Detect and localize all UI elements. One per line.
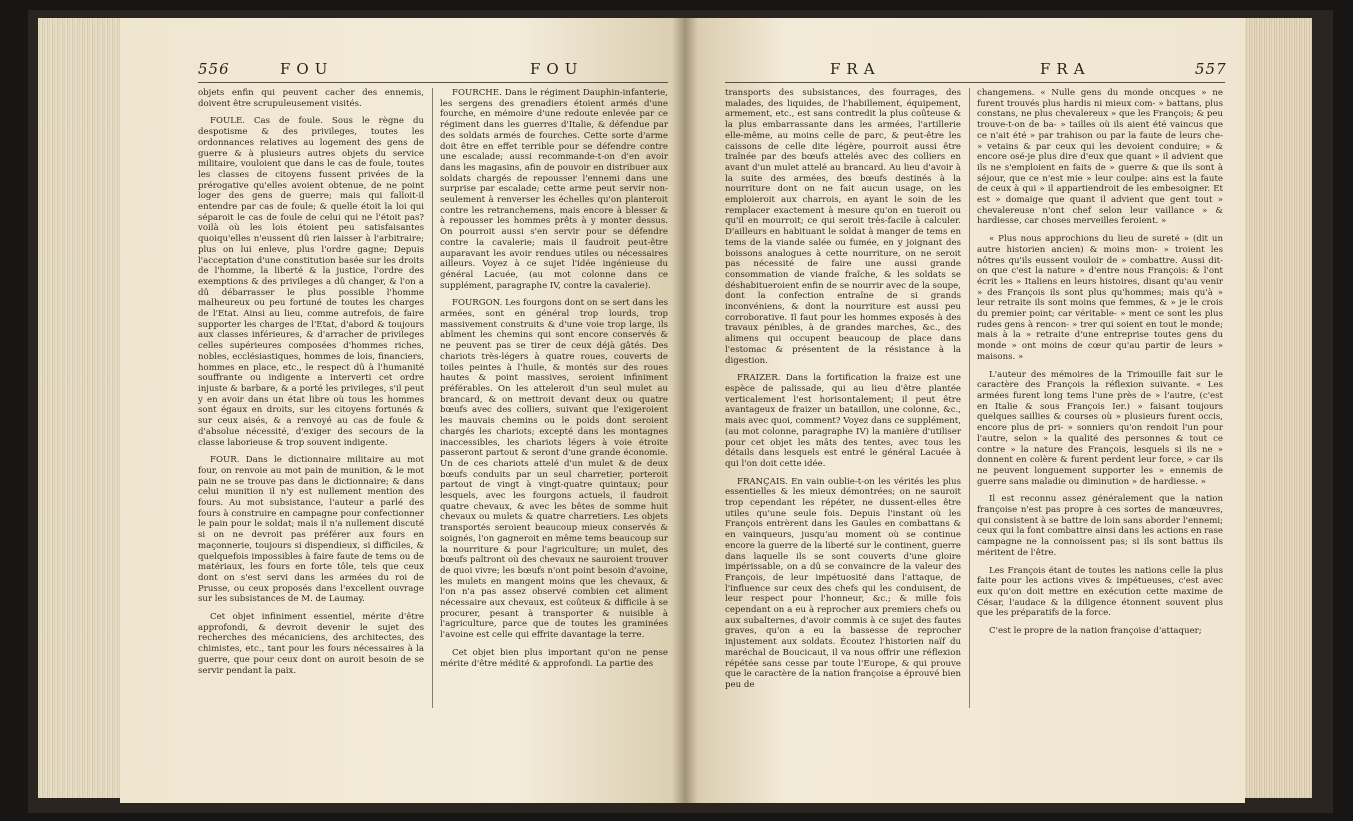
book-gutter <box>672 18 698 803</box>
left-page <box>120 18 685 803</box>
column-divider <box>432 88 433 708</box>
right-column-1 <box>725 88 961 698</box>
paragraph: L'auteur des mémoires de la Trimouille fait sur le caractère des François la réflexion suivante. « Les armées furent long tems l'une près de » l'autre, (c'est en Italie & sous François Ier.) » faisant toujours quelques saillies & courses où » plusieurs furent occis, encore plus de pri- » sonniers qu'on rendoit l'un pour l'autre, selon » la qualité des personnes & tout ce contre » la nature des François, lesquels si ils ne » donnent en colère & furent perdent leur force, » car ils ne peuvent longuement supporter les » ennemis de guerre sans maladie ou diminution » de hardiesse. » <box>977 369 1223 487</box>
paragraph: Cet objet infiniment essentiel, mérite d'être approfondi, & devroit devenir le sujet des recherches des mécaniciens, des architectes, des chimistes, etc., tant pour les fours nécessaires à la guerre, que pour ceux dont on auroit besoin de se servir pendant la paix. <box>198 612 424 676</box>
paragraph: objets enfin qui peuvent cacher des ennemis, doivent être scrupuleusement visités. <box>198 88 424 109</box>
right-column-2 <box>977 88 1223 644</box>
right-running-head-2: FRA <box>1040 60 1091 78</box>
paragraph: Les François étant de toutes les nations celle la plus faite pour les actions vives & impétueuses, c'est avec eux qu'on doit mettre en exécution cette maxime de César, l'audace & la diligence étonnent souvent plus que les préparatifs de la force. <box>977 565 1223 619</box>
quotation: « Plus nous approchions du lieu de sureté » (dit un autre historien ancien) & moins mon- » troient les nôtres qu'ils eussent vouloir de » combattre. Aussi dit-on que c'est la nature » d'entre nous François: & l'ont écrit les » Italiens en leurs histoires, disant qu'au venir » des François ils sont plus qu'hommes; mais qu'à » leur retraite ils sont moins que femmes, & » je le crois du premier point; car véritable- » ment ce sont les plus rudes gens à rencon- » trer qui soient en tout le monde; mais à la » retraite d'une entreprise toutes gens du monde » ont moins de cœur qu'au partir de leurs » maisons. » <box>977 234 1223 362</box>
left-head-rule <box>198 82 668 83</box>
left-running-head-1: FOU <box>280 60 334 78</box>
left-column-1 <box>198 88 424 683</box>
paragraph: Cet objet bien plus important qu'on ne pense mérite d'être médité & approfondi. La partie des <box>440 647 668 669</box>
paragraph: C'est le propre de la nation françoise d'attaquer; <box>989 626 1202 637</box>
entry-fourche: FOURCHE. Dans le régiment Dauphin-infanterie, les sergens des grenadiers étoient armés d'une fourche, en mémoire d'une redoute enlevée par ce régiment dans les guerres d'Italie, & défendue par des soldats armés de fourches. Cette sorte d'arme doit être en effet terrible pour se défendre contre une escalade; aussi recommande-t-on d'en avoir dans les magasins, afin de pouvoir en distribuer aux soldats chargés de repousser l'ennemi dans une surprise par escalade; cette arme peut servir non-seulement à renverser les échelles qu'on planteroit contre les retranchemens, mais encore à blesser & à repousser les hommes prêts à y monter dessus. On pourroit aussi s'en servir pour se défendre contre la cavalerie; mais il faudroit peut-être auparavant les avoir rendues utiles ou nécessaires ailleurs. Voyez à ce sujet l'idée ingénieuse du général Lacuée, (au mot colonne dans ce supplément, paragraphe IV, contre la cavalerie). <box>440 88 668 291</box>
right-head-rule <box>725 82 1225 83</box>
right-page <box>685 18 1245 803</box>
paragraph: transports des subsistances, des fourrages, des malades, des liquides, de l'habillement, équipement, armement, etc., est sans contredit la plus coûteuse & la plus embarrassante dans les armées, l'artillerie elle-même, au moins celle de parc, & peut-être les caissons de celle dite légère, pourroit aussi être traînée par des bœufs attelés avec des colliers en avant d'un mulet attelé au brancard. Au lieu d'avoir à la suite des armées, des bœufs destinés à la nourriture dont on ne fait aucun usage, on les emploieroit aux charrois, en ayant le soin de les remplacer exactement à mesure qu'on en tueroit ou qu'il en mourroit; ce qui seroit très-facile à calculer. D'ailleurs en habituant le soldat à manger de tems en tems de la viande salée ou fumée, en y joignant des boissons analogues à cette nourriture, on ne seroit pas nécessité de faire une aussi grande consommation de viande fraîche, & les soldats se déshabitueroient enfin de se nourrir avec de la soupe, dont la confection entraîne de si grands inconvéniens, & dont la nourriture est aussi peu corroborative. Il faut pour les hommes exposés à des travaux pénibles, à de grandes marches, &c., des alimens qui occupent beaucoup de place dans l'estomac & présentent de la résistance à la digestion. <box>725 88 961 366</box>
left-running-head-2: FOU <box>530 60 584 78</box>
quotation: changemens. « Nulle gens du monde oncques » ne furent trouvés plus hardis ni mieux com- » battans, plus constans, ne plus chevalereux » que les François; & peu trouve-t-on de ba- » tailles où ils aient été vaincus que ce n'ait été » par trahison ou par la faute de leurs che- » vetains & par ceux qui les devoient conduire; » & encore osé-je plus dire d'eux que quant » il advient que ils ne s'emploient en faits de » guerre & que ils sont à séjour, que ce n'est mie » leur coulpe: ains est la faute de ceux à qui » il appartiendroit de les embesoigner. Et est » domaige que quant il advient que gent tout » chevalereuse n'ont chef selon leur vaillance » & hardiesse, car choses merveilles feroient. » <box>977 88 1223 227</box>
entry-francais: FRANÇAIS. En vain oublie-t-on les vérités les plus essentielles & les mieux démontrées; on ne sauroit trop cependant les répéter, ne dussent-elles être utiles qu'une seule fois. Depuis l'instant où les François entrèrent dans les Gaules en combattans & en vainqueurs, jusqu'au moment où se continue encore la guerre de la liberté sur le continent, guerre dans laquelle ils se sont couverts d'une gloire impérissable, on a dû se convaincre de la valeur des François, de leur impétuosité dans l'attaque, de l'influence sur ceux des chefs qui les conduisent, de leur respect pour l'honneur, &c.; & mille fois cependant on a eu à reprocher aux premiers chefs ou aux subalternes, d'avoir commis à ce sujet des fautes graves, qu'on a eu la bassesse de reprocher injustement aux soldats. Écoutez l'historien naïf du maréchal de Boucicaut, il va nous offrir une réflexion répétée sans cesse par toute l'Europe, & qui prouve que le caractère de la nation françoise a éprouvé bien peu de <box>725 476 961 690</box>
entry-fourgon: FOURGON. Les fourgons dont on se sert dans les armées, sont en général trop lourds, trop massivement construits & d'une voie trop large, ils abîment les chemins qui sont encore conservés & ne peuvent pas se tirer de ceux déjà gâtés. Des chariots très-légers à quatre roues, couverts de toiles peintes à l'huile, & montés sur des roues hautes & point massives, seroient infiniment préférables. On les atteleroit d'un seul mulet au brancard, & on mettroit devant deux ou quatre bœufs avec des colliers, suivant que l'exigeroient les mauvais chemins ou le poids dont seroient chargés les chariots; excepté dans les montagnes inaccessibles, les chariots légers à voie étroite passeront partout & seront d'une grande économie. Un de ces chariots attelé d'un mulet & de deux bœufs conduits par un seul charretier, porteroit partout de vingt à vingt-quatre quintaux; pour lesquels, avec les fourgons actuels, il faudroit quatre chevaux, & avec les bêtes de somme huit chevaux ou mulets & quatre charretiers. Les objets transportés seroient beaucoup mieux conservés & soignés, l'on gagneroit en même tems beaucoup sur la nourriture & pour l'agriculture; un mulet, des bœufs paîtront où des chevaux ne sauroient trouver de quoi vivre; les bœufs n'ont point besoin d'avoine, les mulets en mangent moins que les chevaux, & l'on n'a pas assez observé combien cet aliment nécessaire aux chevaux, est coûteux & difficile à se procurer, pesant à transporter & nuisible à l'agriculture, parce que de toutes les graminées l'avoine est celle qui effrite davantage la terre. <box>440 298 668 641</box>
entry-fraizer: FRAIZER. Dans la fortification la fraize est une espèce de palissade, qui au lieu d'être plantée verticalement l'est horisontalement; il peut être avantageux de fraizer un bataillon, une colonne, &c., mais avec quoi, comment? Voyez dans ce supplément, (au mot colonne, paragraphe IV) la manière d'utiliser pour cet objet les mâts des tentes, avec tous les détails dans lesquels est entré le général Lacuée à qui l'on doit cette idée. <box>725 373 961 469</box>
entry-four: FOUR. Dans le dictionnaire militaire au mot four, on renvoie au mot pain de munition, & le mot pain ne se trouve pas dans le dictionnaire; & dans celui munition il n'y est nullement mention des fours. Au mot subsistance, l'auteur a parlé des fours à construire en campagne pour confectionner le pain pour le soldat; mais il n'a nullement discuté si on ne devroit pas préférer aux fours en maçonnerie, toujours si dispendieux, si difficiles, & quelquefois impossibles à faire faute de tems ou de matériaux, les fours en forte tôle, tels que ceux dont on s'est servi dans les armées du roi de Prusse, ou ceux proposés dans l'excellent ouvrage sur les subsistances de M. de Laumay. <box>198 455 424 605</box>
right-running-head-1: FRA <box>830 60 881 78</box>
left-column-2 <box>440 88 668 676</box>
right-page-number: 557 <box>1195 60 1227 78</box>
column-divider <box>969 88 970 708</box>
left-fore-edge <box>38 18 124 798</box>
paragraph: Il est reconnu assez généralement que la nation françoise n'est pas propre à ces sortes de manœuvres, qui consistent à se battre de loin sans aborder l'ennemi; ceux qui la font combattre ainsi dans les actions en rase campagne ne la connoissent pas; si ils sont battus ils méritent de l'être. <box>977 494 1223 558</box>
entry-foule: FOULE. Cas de foule. Sous le règne du despotisme & des privileges, toutes les ordonnances relatives au logement des gens de guerre & à plusieurs autres objets du service militaire, vouloient que dans le cas de foule, toutes les classes de citoyens fussent privées de la prérogative qu'elles avoient obtenue, de ne point loger des gens de guerre; mais qui falloit-il entendre par cas de foule; & quelle étoit la loi qui séparoit le cas de foule de celui qui ne l'étoit pas? voilà où les lois étoient peu satisfaisantes quoiqu'elles n'eussent dû rien laisser à l'arbitraire; plus on lui enleve, plus l'ordre gagne; Depuis l'acceptation d'une constitution basée sur les droits de l'homme, la liberté & la justice, l'ordre des exemptions & des privileges a dû changer, & l'on a dû débarrasser le plus possible l'homme malheureux ou peu fortuné de toutes les charges de l'Etat. Ainsi au lieu, comme autrefois, de faire supporter les charges de l'Etat, d'abord & toujours aux classes inférieures, & d'arracher de privileges celles supérieures composées d'hommes riches, nobles, ecclésiastiques, hommes de lois, financiers, hommes en place, etc., le respect dû à l'humanité souffrante ou indigente a interverti cet ordre injuste & barbare, & a porté les privileges, s'il peut y en avoir dans un état libre où tous les hommes sont égaux en droits, sur les citoyens fortunés & sur ceux aisés, & a renvoyé au cas de foule & d'absolue nécessité, d'exiger des secours de la classe laborieuse & trop souvent indigente. <box>198 116 424 448</box>
right-fore-edge <box>1240 18 1312 798</box>
left-page-number: 556 <box>198 60 230 78</box>
